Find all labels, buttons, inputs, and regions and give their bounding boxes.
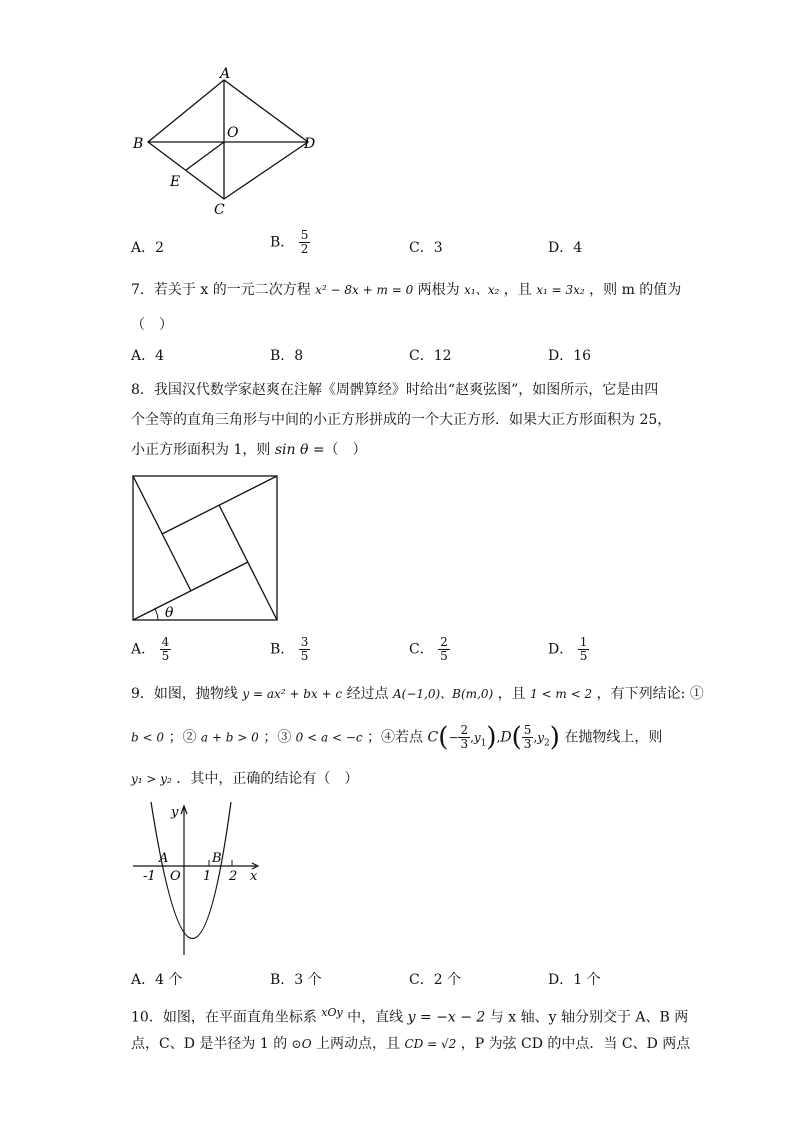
q7-bracket: （ ）: [131, 317, 173, 333]
q8-option-a: [131, 636, 171, 663]
q8-line3-after: =（ ）: [312, 442, 367, 458]
q8-d-label: D．: [548, 641, 574, 658]
q7-option-b: B．8: [270, 348, 304, 364]
q7-text-before: 7．若关于 x 的一元二次方程: [131, 282, 311, 298]
q6-option-b-fraction: [299, 229, 311, 256]
q10-l1-before: 10．如图，在平面直角坐标系: [131, 1009, 317, 1026]
label-E: E: [170, 174, 181, 190]
q9-D-den: 3: [523, 737, 532, 751]
q8-a-label: A．: [131, 641, 156, 658]
q7-text-mid: 两根为: [417, 282, 460, 298]
q9-conclusion-1: b < 0: [131, 730, 164, 745]
q8-b-num: 3: [300, 635, 309, 649]
q9-line2: b < 0 ；② a + b > 0 ；③ 0 < a < −c ；④若点 C(− $\frac{2}{3}$ $,y_1),D$( $\frac{5}{3}$ $,y_2$) 在抛物线上，则: [131, 722, 663, 753]
parabola-graph: [128, 800, 268, 960]
graph-tick-2: 2: [229, 869, 238, 884]
q9-option-a: A．4 个: [131, 972, 183, 988]
q9-relation: y₁ > y₂: [131, 772, 172, 786]
q8-c-den: 5: [440, 649, 448, 663]
q8-a-den: 5: [161, 649, 170, 663]
q9-point-D: D: [500, 729, 512, 746]
q9-points: A(−1,0)、B(m,0): [393, 687, 494, 701]
q9-sep1: ；②: [168, 729, 197, 746]
q10-l1-mid: 中，直线: [347, 1009, 404, 1026]
graph-tick-1: 1: [203, 869, 212, 884]
q6-b-den: 2: [300, 242, 309, 256]
q9-l1-mid: 经过点: [346, 686, 389, 702]
q9-cond-before: ，且: [497, 686, 526, 702]
q9-C-y: y: [473, 730, 481, 745]
graph-B-label: B: [212, 851, 222, 866]
q6-option-b: [270, 229, 310, 256]
q9-l3-after: ．其中，正确的结论有（ ）: [176, 771, 359, 787]
q10-line1: [131, 1003, 688, 1028]
q9-C-num: 2: [460, 723, 469, 737]
q10-circle: ⊙O: [291, 1037, 312, 1051]
q10-line2: [131, 1034, 690, 1054]
q8-b-fraction: [299, 636, 311, 663]
label-D: D: [304, 136, 316, 152]
q10-chord: CD = √2: [404, 1037, 457, 1051]
q9-option-d: D．1 个: [548, 972, 601, 988]
q6-option-a: A．2: [131, 240, 165, 256]
q7-stem: [131, 280, 681, 300]
q8-line3-before: 小正方形面积为 1，则: [131, 442, 271, 458]
q8-option-b: [270, 636, 310, 663]
q6-option-c: C．3: [409, 240, 443, 256]
q8-line1: 8．我国汉代数学家赵爽在注解《周髀算经》时给出“赵爽弦图”，如图所示，它是由四: [131, 382, 659, 398]
q7-roots: x₁、x₂: [464, 283, 500, 297]
q7-option-c: C．12: [409, 348, 452, 364]
q8-line2: 个全等的直角三角形与中间的小正方形拼成的一个大正方形．如果大正方形面积为 25，: [131, 412, 672, 428]
label-O: O: [227, 125, 239, 141]
graph-tick-m1: -1: [143, 869, 156, 884]
q7-equation: x² − 8x + m = 0: [315, 283, 414, 297]
rhombus-figure: [126, 62, 326, 222]
q8-c-num: 2: [440, 635, 448, 649]
q9-D-y: y: [537, 730, 545, 745]
q10-l2-mid: 上两动点，且: [316, 1036, 401, 1052]
q10-l2-after: ，P 为弦 CD 的中点．当 C、D 两点: [460, 1036, 691, 1052]
q10-xoy: xOy: [321, 1006, 343, 1019]
zhao-shuang-figure: [130, 473, 282, 625]
q9-equation: y = ax² + bx + c: [242, 687, 343, 701]
graph-O-label: O: [170, 869, 181, 884]
q9-sep2: ；③: [263, 729, 292, 746]
q9-conclusion-3: 0 < a < −c: [295, 730, 363, 745]
q9-C-den: 3: [460, 737, 469, 751]
q9-l1-before: 9．如图，抛物线: [131, 686, 238, 702]
q8-option-d: [548, 636, 589, 663]
q10-line-equation: y = −x − 2: [407, 1009, 486, 1026]
q9-conclusion-2: a + b > 0: [200, 730, 259, 745]
q6-option-d: D．4: [548, 240, 583, 256]
label-C: C: [214, 202, 225, 218]
q8-line3: [131, 440, 367, 460]
q7-option-d: D．16: [548, 348, 592, 364]
q6-b-num: 5: [300, 228, 309, 242]
q9-sep3: ；④若点: [367, 729, 424, 746]
q6-option-b-label: B．: [270, 234, 295, 251]
graph-y-label: y: [171, 805, 179, 820]
q8-b-den: 5: [300, 649, 309, 663]
q9-condition: 1 < m < 2: [530, 687, 593, 701]
q10-l2-before: 点，C、D 是半径为 1 的: [131, 1036, 288, 1052]
q9-option-b: B．3 个: [270, 972, 322, 988]
q8-d-num: 1: [579, 635, 588, 649]
q9-line1: [131, 684, 704, 704]
q8-a-fraction: [160, 636, 172, 663]
q8-option-c: [409, 636, 450, 663]
theta-label: θ: [165, 605, 174, 621]
q8-d-fraction: [578, 636, 590, 663]
q7-text-cond: ，且: [503, 282, 532, 298]
q8-a-num: 4: [161, 635, 170, 649]
q9-point-C: C: [427, 729, 439, 746]
q8-b-label: B．: [270, 641, 295, 658]
label-B: B: [133, 136, 144, 152]
q8-sin: sin θ: [274, 442, 309, 458]
q7-text-after: ，则 m 的值为: [589, 282, 682, 298]
graph-x-label: x: [250, 869, 258, 884]
q9-D-fraction: [522, 724, 534, 751]
q8-d-den: 5: [579, 649, 588, 663]
q9-option-c: C．2 个: [409, 972, 462, 988]
q9-l2-after: 在抛物线上，则: [564, 729, 663, 746]
q9-l1-after: ，有下列结论: ①: [596, 686, 704, 702]
q9-D-num: 5: [523, 723, 532, 737]
q9-C-fraction: [458, 724, 470, 751]
q7-condition: x₁ = 3x₂: [536, 283, 585, 297]
label-A: A: [220, 66, 231, 82]
q10-l1-after: 与 x 轴、y 轴分别交于 A、B 两: [489, 1009, 689, 1026]
graph-A-label: A: [159, 851, 169, 866]
q8-c-fraction: [438, 636, 450, 663]
q9-line3: [131, 769, 358, 789]
q7-option-a: A．4: [131, 348, 165, 364]
q8-c-label: C．: [409, 641, 434, 658]
